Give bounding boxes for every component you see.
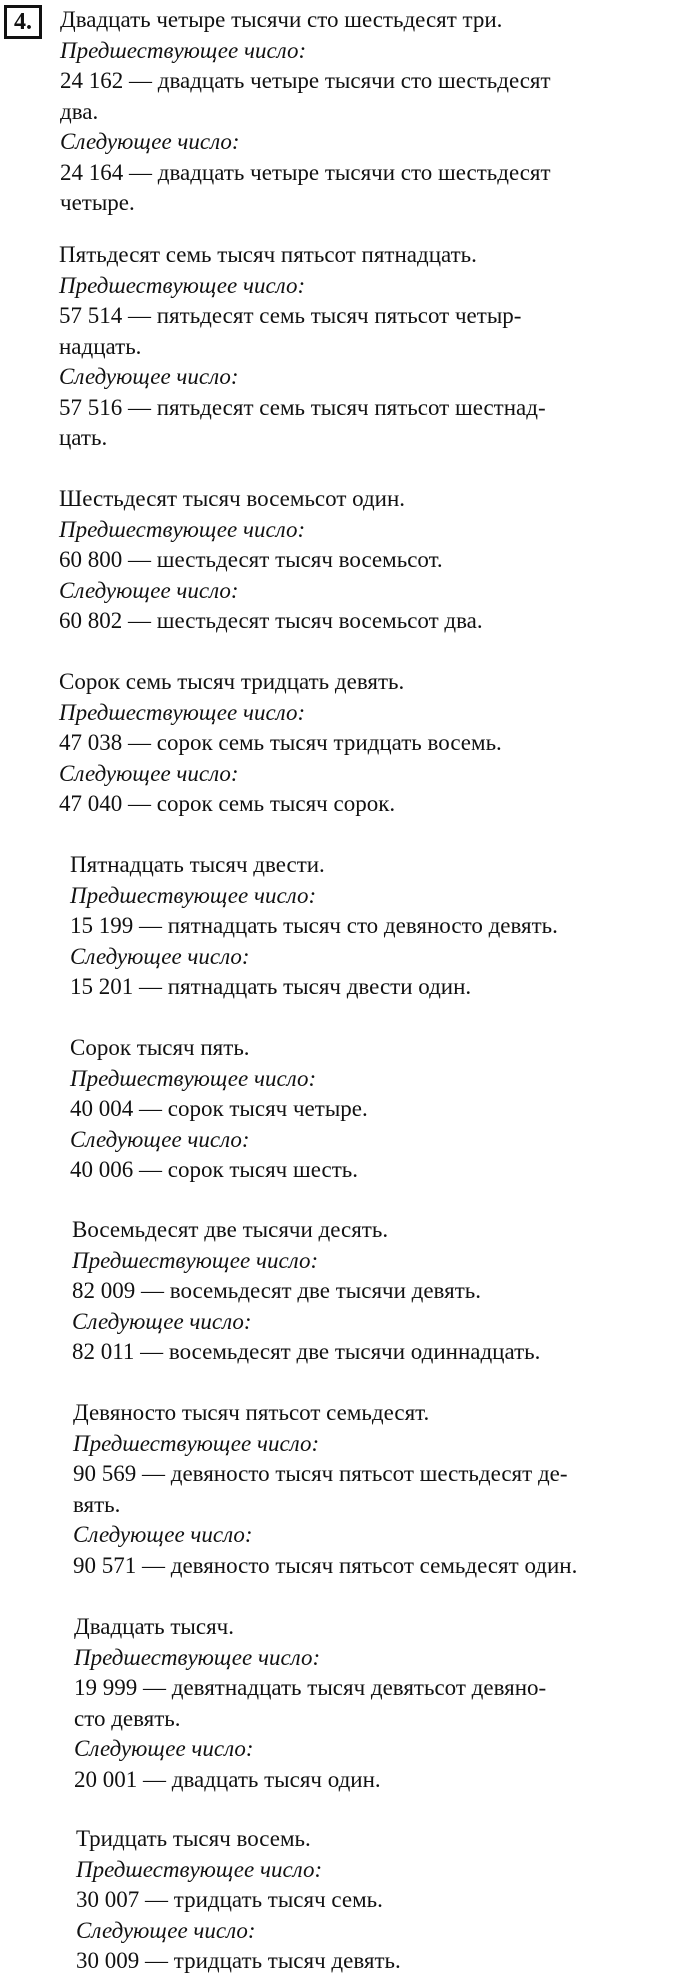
previous-number-text-continued: надцать. bbox=[59, 333, 142, 359]
previous-number-text: 57 514 — пятьдесят семь тысяч пятьсот четыр- bbox=[59, 303, 522, 328]
number-item-5 bbox=[70, 850, 700, 1003]
previous-number-label: Предшествующее число: bbox=[60, 37, 307, 63]
previous-number-text: 82 009 — восемьдесят две тысячи девять. bbox=[72, 1278, 481, 1303]
previous-number-text: 24 162 — двадцать четыре тысячи сто шестьдесят bbox=[60, 68, 551, 93]
previous-number-text: 30 007 — тридцать тысяч семь. bbox=[76, 1887, 383, 1912]
next-number-label: Следующее число: bbox=[76, 1917, 256, 1943]
number-item-3 bbox=[59, 484, 700, 637]
number-item-6 bbox=[70, 1033, 700, 1186]
next-number-label: Следующее число: bbox=[70, 943, 250, 969]
next-number-text: 47 040 — сорок семь тысяч сорок. bbox=[59, 791, 396, 816]
previous-number-label: Предшествующее число: bbox=[59, 516, 306, 542]
number-item-4 bbox=[59, 667, 700, 820]
next-number-label: Следующее число: bbox=[70, 1126, 250, 1152]
previous-number-label: Предшествующее число: bbox=[73, 1430, 320, 1456]
next-number-text: 82 011 — восемьдесят две тысячи одиннадцать. bbox=[72, 1339, 541, 1364]
item-title: Шестьдесят тысяч восемьсот один. bbox=[59, 486, 406, 511]
item-title: Двадцать тысяч. bbox=[74, 1614, 234, 1639]
number-item-1 bbox=[60, 5, 700, 219]
next-number-label: Следующее число: bbox=[73, 1522, 253, 1547]
exercise-number-badge: 4. bbox=[4, 5, 42, 39]
previous-number-text: 15 199 — пятнадцать тысяч сто девяносто девять. bbox=[70, 913, 558, 938]
number-item-9 bbox=[74, 1612, 700, 1795]
previous-number-text: 19 999 — девятнадцать тысяч девятьсот девяно- bbox=[74, 1675, 547, 1700]
previous-number-label: Предшествующее число: bbox=[59, 272, 306, 298]
next-number-label: Следующее число: bbox=[59, 577, 239, 603]
next-number-label: Следующее число: bbox=[60, 129, 240, 154]
next-number-text: 30 009 — тридцать тысяч девять. bbox=[76, 1948, 401, 1973]
next-number-text: 60 802 — шестьдесят тысяч восемьсот два. bbox=[59, 608, 483, 633]
next-number-text: 20 001 — двадцать тысяч один. bbox=[74, 1766, 381, 1792]
next-number-label: Следующее число: bbox=[74, 1736, 254, 1761]
item-title: Пятнадцать тысяч двести. bbox=[70, 852, 325, 877]
number-item-7 bbox=[72, 1215, 700, 1368]
number-item-2 bbox=[59, 240, 700, 454]
previous-number-label: Предшествующее число: bbox=[70, 882, 317, 908]
next-number-text: 15 201 — пятнадцать тысяч двести один. bbox=[70, 974, 472, 999]
next-number-text-continued: четыре. bbox=[60, 190, 135, 215]
item-title: Тридцать тысяч восемь. bbox=[76, 1826, 311, 1851]
previous-number-label: Предшествующее число: bbox=[70, 1065, 317, 1091]
next-number-label: Следующее число: bbox=[72, 1308, 252, 1334]
next-number-text: 24 164 — двадцать четыре тысячи сто шестьдесят bbox=[60, 159, 551, 185]
next-number-label: Следующее число: bbox=[59, 760, 239, 786]
next-number-label: Следующее число: bbox=[59, 364, 239, 389]
previous-number-label: Предшествующее число: bbox=[72, 1247, 319, 1273]
previous-number-text-continued: сто девять. bbox=[74, 1705, 181, 1731]
next-number-text: 90 571 — девяносто тысяч пятьсот семьдесят один. bbox=[73, 1552, 578, 1578]
next-number-text-continued: цать. bbox=[59, 425, 108, 450]
next-number-text: 57 516 — пятьдесят семь тысяч пятьсот шестнад- bbox=[59, 394, 546, 420]
item-title: Сорок тысяч пять. bbox=[70, 1035, 250, 1060]
previous-number-text-continued: два. bbox=[60, 98, 99, 124]
number-item-10 bbox=[76, 1824, 700, 1977]
number-item-8 bbox=[73, 1398, 700, 1581]
item-title: Пятьдесят семь тысяч пятьсот пятнадцать. bbox=[59, 242, 477, 267]
item-title: Двадцать четыре тысячи сто шестьдесят три. bbox=[60, 7, 503, 32]
previous-number-text: 47 038 — сорок семь тысяч тридцать восемь. bbox=[59, 730, 502, 755]
previous-number-text-continued: вять. bbox=[73, 1491, 121, 1517]
previous-number-label: Предшествующее число: bbox=[76, 1856, 323, 1882]
previous-number-text: 60 800 — шестьдесят тысяч восемьсот. bbox=[59, 547, 443, 572]
previous-number-text: 90 569 — девяносто тысяч пятьсот шестьдесят де- bbox=[73, 1461, 568, 1486]
item-title: Девяносто тысяч пятьсот семьдесят. bbox=[73, 1400, 430, 1425]
previous-number-label: Предшествующее число: bbox=[74, 1644, 321, 1670]
next-number-text: 40 006 — сорок тысяч шесть. bbox=[70, 1157, 358, 1182]
previous-number-text: 40 004 — сорок тысяч четыре. bbox=[70, 1096, 368, 1121]
item-title: Восемьдесят две тысячи десять. bbox=[72, 1217, 389, 1242]
previous-number-label: Предшествующее число: bbox=[59, 699, 306, 725]
item-title: Сорок семь тысяч тридцать девять. bbox=[59, 669, 405, 694]
